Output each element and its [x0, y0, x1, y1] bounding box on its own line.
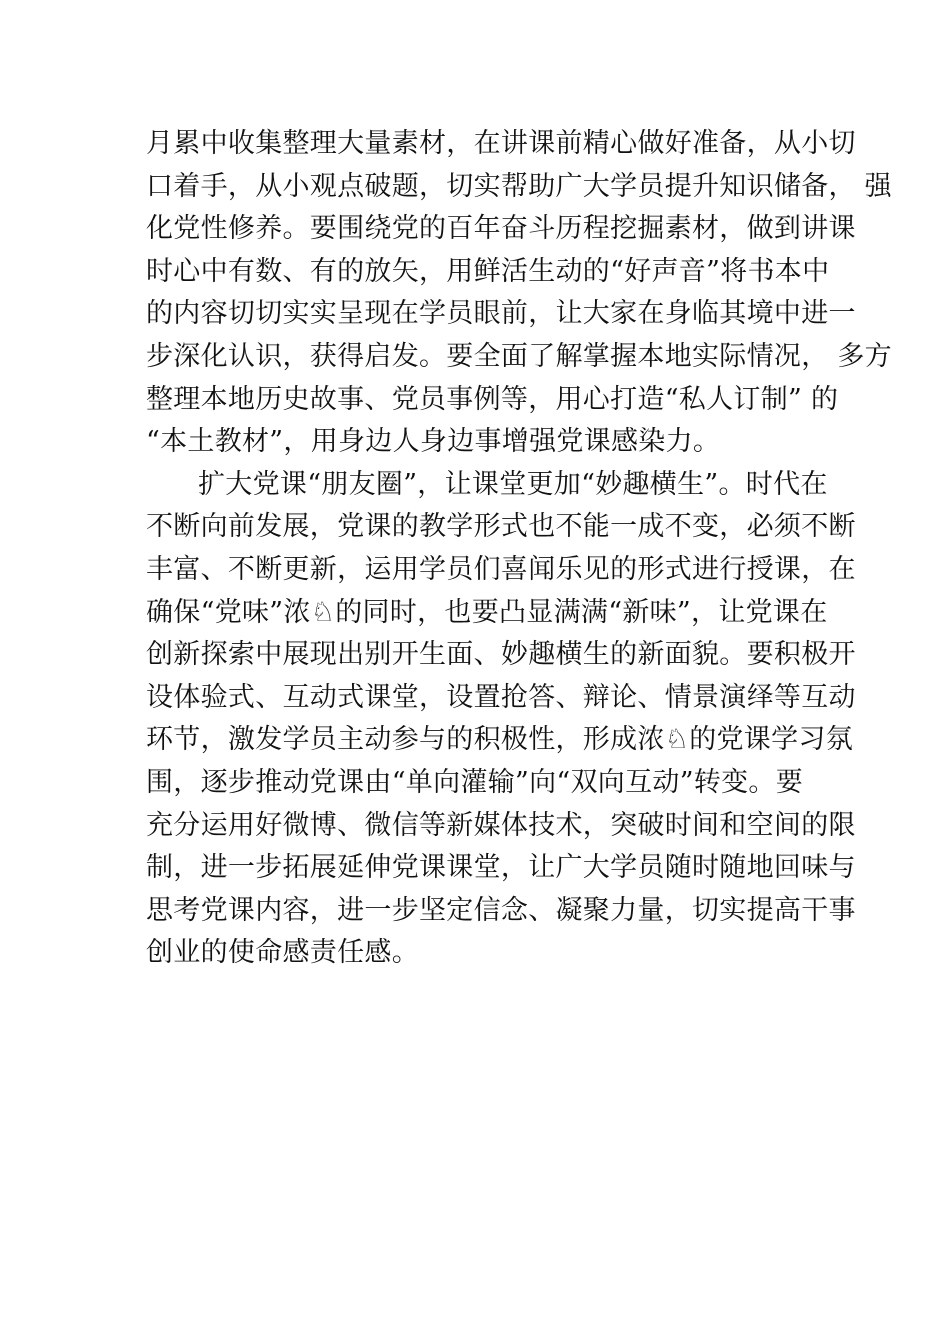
text-line: 不断向前发展，党课的教学形式也不能一成不变，必须不断 [146, 511, 856, 543]
text-line: 创新探索中展现出别开生面、妙趣横生的新面貌。要积极开 [146, 639, 856, 671]
text-line: 创业的使命感责任感。 [146, 937, 419, 969]
text-line: 设体验式、互动式课堂，设置抢答、辩论、情景演绎等互动 [146, 681, 856, 713]
text-line: 时心中有数、有的放矢，用鲜活生动的“好声音”将书本中 [146, 255, 830, 287]
paragraph-heading-line: 扩大党课“朋友圈”，让课堂更加“妙趣横生”。时代在 [198, 468, 828, 500]
text-line: 思考党课内容，进一步坚定信念、凝聚力量，切实提高干事 [146, 894, 856, 926]
text-line: 步深化认识，获得启发。要全面了解掌握本地实际情况， 多方 [146, 340, 892, 372]
text-line: 环节，激发学员主动参与的积极性，形成浓♘的党课学习氛 [146, 724, 854, 756]
body-text [146, 123, 892, 975]
text-line: 围，逐步推动党课由“单向灌输”向“双向互动”转变。要 [146, 766, 804, 798]
text-line: 整理本地历史故事、党员事例等，用心打造“私人订制” 的 [146, 383, 839, 415]
text-line: 丰富、不断更新，运用学员们喜闻乐见的形式进行授课，在 [146, 553, 856, 585]
text-line: 确保“党味”浓♘的同时，也要凸显满满“新味”，让党课在 [146, 596, 828, 628]
text-line: 充分运用好微博、微信等新媒体技术，突破时间和空间的限 [146, 809, 856, 841]
text-line: 制，进一步拓展延伸党课课堂，让广大学员随时随地回味与 [146, 852, 856, 884]
text-line: “本土教材”，用身边人身边事增强党课感染力。 [146, 426, 721, 458]
text-line: 月累中收集整理大量素材，在讲课前精心做好准备，从小切 [146, 128, 856, 159]
text-line: 化党性修养。要围绕党的百年奋斗历程挖掘素材，做到讲课 [146, 213, 856, 245]
text-line: 的内容切切实实呈现在学员眼前，让大家在身临其境中进一 [146, 298, 856, 330]
text-line: 口着手，从小观点破题，切实帮助广大学员提升知识储备， 强 [146, 170, 892, 202]
